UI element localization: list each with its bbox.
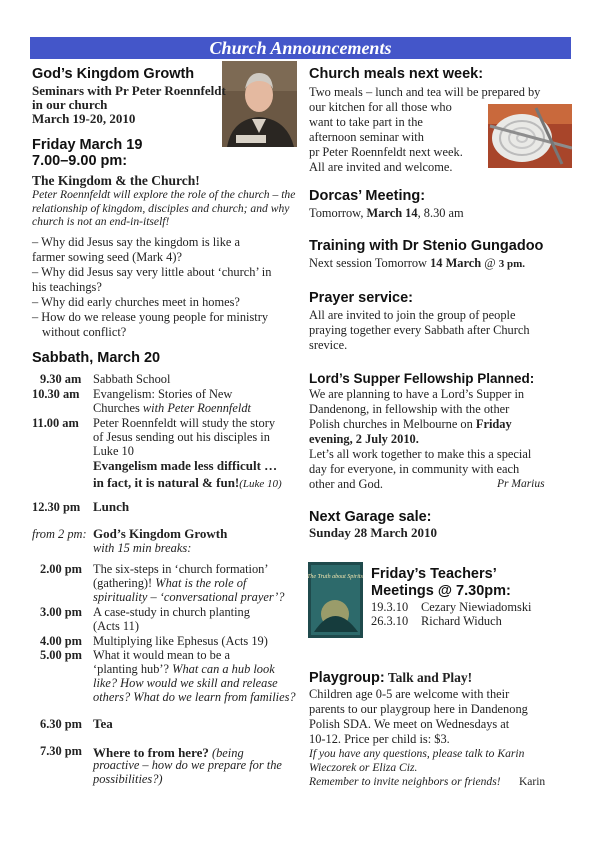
question-2b: his teachings? [32,280,102,294]
session-text: (gathering)! [93,576,153,590]
sabbath-title: Sabbath, March 20 [32,350,161,366]
schedule-time: 10.30 am [32,387,80,401]
session-text-italic: others? What do we learn from families? [93,690,296,704]
supper-text: Dandenong, in fellowship with the other [309,402,510,416]
schedule-text: of Jesus sending out his disciples in [93,430,270,444]
supper-text: Polish churches in Melbourne on [309,417,476,431]
schedule-text: Luke 10 [93,444,134,458]
dorcas-title: Dorcas’ Meeting: [309,188,426,204]
question-4a: – How do we release young people for ministry [32,310,269,324]
playgroup-text: parents to our playgroup here in Dandenong [309,702,528,716]
kingdom-growth-title: God’s Kingdom Growth [32,66,195,82]
lunch-label: Lunch [93,499,130,514]
session-text: What it would mean to be a [93,648,230,662]
session-time: 4.00 pm [40,634,82,648]
garage-date: Sunday 28 March 2010 [309,525,437,540]
evangelism-line-1: Evangelism made less difficult … [93,458,278,473]
from-subtitle: with 15 min breaks: [93,541,192,555]
speaker-photo [222,61,297,147]
session-time: 2.00 pm [40,562,82,576]
supper-text: day for everyone, in community with each [309,462,520,476]
playgroup-text: 10-12. Price per child is: $3. [309,732,450,746]
dorcas-date: March 14 [366,206,418,220]
training-at: @ [481,256,499,270]
supper-signature: Pr Marius [497,478,545,490]
schedule-time: 9.30 am [40,372,82,386]
meals-text: pr Peter Roennfeldt next week. [309,145,463,159]
dorcas-time: , 8.30 am [417,206,464,220]
prayer-text: srevice. [309,338,348,352]
schedule-text: Sabbath School [93,372,171,386]
session-text-italic: What is the role of [152,576,247,590]
tea-time: 6.30 pm [40,717,82,731]
supper-date: evening, 2 July 2010. [309,432,419,446]
teachers-subtitle: Meetings @ 7.30pm: [371,583,511,599]
session-time: 5.00 pm [40,648,82,662]
where-italic: (being [208,746,244,760]
playgroup-title: Playgroup: [309,670,385,686]
meals-text: All are invited and welcome. [309,160,453,174]
evangelism-ref: (Luke 10) [239,478,282,490]
question-3: – Why did early churches meet in homes? [32,295,240,309]
dorcas-text: Tomorrow, [309,206,367,220]
schedule-text: Churches [93,401,140,415]
where-italic: possibilities?) [93,772,163,786]
meals-text: Two meals – lunch and tea will be prepared by [309,85,541,99]
schedule-text-italic: with Peter Roennfeldt [139,401,251,415]
session-text: ‘planting hub’? [93,662,170,676]
friday-subtitle: The Kingdom & the Church! [32,173,200,188]
book-cover-image [308,562,363,638]
tea-label: Tea [93,716,113,731]
session-text: A case-study in church planting [93,605,250,619]
playgroup-signature: Karin [519,776,546,788]
banner-title: Church Announcements [209,38,392,58]
announcements-banner [30,37,571,59]
supper-text: other and God. [309,477,383,491]
from-time: from 2 pm: [32,527,87,541]
playgroup-text: Polish SDA. We meet on Wednesdays at [309,717,510,731]
friday-title: Friday March 19 [32,137,143,153]
where-italic: proactive – how do we prepare for the [93,758,282,772]
seminar-dates: March 19-20, 2010 [32,111,136,126]
lunch-time: 12.30 pm [32,500,81,514]
session-text-italic: What can a hub look [169,662,275,676]
seminar-line: Seminars with Pr Peter Roennfeldt [32,83,226,98]
session-text: Multiplying like Ephesus (Acts 19) [93,634,268,648]
where-title: Where to from here? [93,745,209,760]
schedule-time: 11.00 am [32,416,79,430]
teacher-date: 19.3.10 [371,600,409,614]
training-text: Next session Tomorrow [309,256,431,270]
garage-title: Next Garage sale: [309,509,432,525]
prayer-text: praying together every Sabbath after Church [309,323,530,337]
prayer-title: Prayer service: [309,290,413,306]
question-4b: without conflict? [42,325,127,339]
book-title-text: The Truth about Spirits [308,574,363,580]
question-1a: – Why did Jesus say the kingdom is like a [32,235,240,249]
friday-description: Peter Roennfeldt will explore the role of the church – the relationship of kingdom, disciples and church; and why church is not an end-in-itself! [32,188,296,228]
meals-title: Church meals next week: [309,66,484,82]
session-text-italic: spirituality – ‘conversational prayer’? [93,590,285,604]
session-text: The six-steps in ‘church formation’ [93,562,269,576]
evangelism-line-2: in fact, it is natural & fun! [93,475,240,490]
meals-text: afternoon seminar with [309,130,424,144]
question-2a: – Why did Jesus say very little about ‘church’ in [32,265,272,279]
training-title: Training with Dr Stenio Gungadoo [309,238,544,254]
question-1b: farmer sowing seed (Mark 4)? [32,250,183,264]
meals-text: our kitchen for all those who [309,100,452,114]
training-date: 14 March [430,256,482,270]
schedule-text: Peter Roennfeldt will study the story [93,416,276,430]
supper-text: We are planning to have a Lord’s Supper in [309,387,525,401]
playgroup-contact: If you have any questions, please talk to Karin [309,747,525,760]
playgroup-contact: Wieczorek or Eliza Ciz. [309,761,418,774]
plate-photo [488,104,572,168]
teacher-name: Richard Widuch [421,614,502,628]
schedule-text: Evangelism: Stories of New [93,387,233,401]
meals-text: want to take part in the [309,115,423,129]
playgroup-text: Children age 0-5 are welcome with their [309,687,510,701]
session-text: (Acts 11) [93,619,139,633]
teacher-date: 26.3.10 [371,614,409,628]
supper-title: Lord’s Supper Fellowship Planned: [309,371,535,386]
supper-text: Let’s all work together to make this a special [309,447,532,461]
teachers-title: Friday’s Teachers’ [371,566,497,582]
seminar-location: in our church [32,97,108,112]
supper-day: Friday [475,417,512,431]
friday-time: 7.00–9.00 pm: [32,153,128,169]
from-title: God’s Kingdom Growth [93,526,228,541]
training-time: 3 pm. [498,258,526,270]
session-time: 3.00 pm [40,605,82,619]
playgroup-reminder: Remember to invite neighbors or friends! [309,775,501,788]
playgroup-subtitle: Talk and Play! [384,670,473,685]
where-time: 7.30 pm [40,744,82,758]
session-text-italic: like? How would we skill and release [93,676,278,690]
prayer-text: All are invited to join the group of people [309,308,516,322]
teacher-name: Cezary Niewiadomski [421,600,532,614]
